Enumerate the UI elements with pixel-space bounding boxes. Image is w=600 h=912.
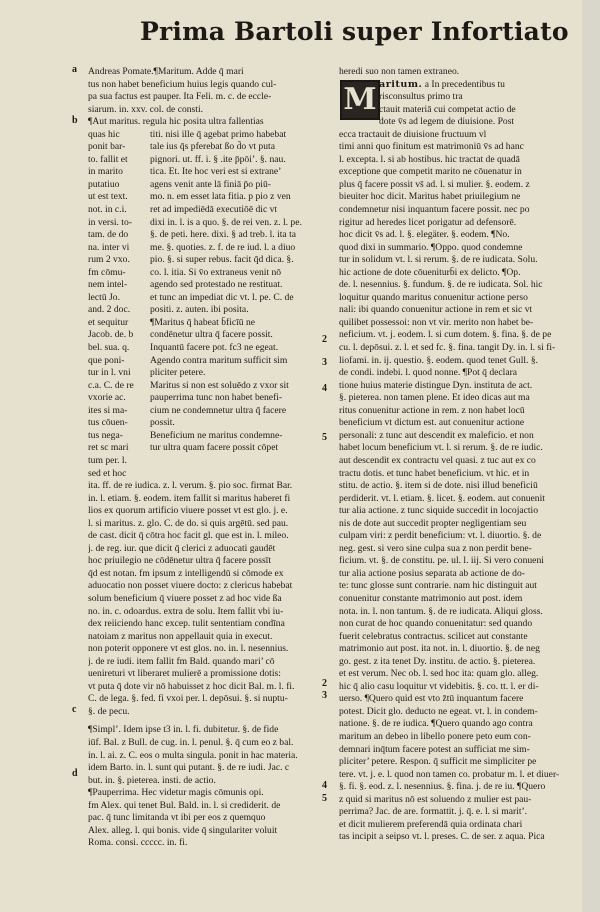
- text-line: ret sc mari: [88, 442, 129, 454]
- text-line: agendo sed protestado ne restituat.: [150, 279, 283, 291]
- text-line: j. de re iudi. item fallit fm Bald. quando mari’ cō: [88, 655, 275, 667]
- text-line: nem intel-: [88, 279, 128, 291]
- text-line: et sequitur: [88, 316, 129, 328]
- text-line: maritum an debeo in libello ponere peto eum con-: [339, 730, 531, 742]
- text-line: pac. q̄ tunc limitanda vt ibi per eos z quemquo: [88, 812, 266, 824]
- text-line: quas hic: [88, 128, 120, 140]
- text-line: in marito: [88, 166, 123, 178]
- text-line: z quid si maritus nō est soluendo z mulier est pau-: [339, 793, 532, 805]
- text-line: c.a. C. de re: [88, 379, 134, 391]
- text-line: vxorie ac.: [88, 392, 126, 404]
- text-line: neg. gest. si vero sine culpa sua z non perdit bene-: [339, 542, 532, 554]
- gloss-continuation: [88, 480, 332, 718]
- text-line: Jacob. de. b: [88, 329, 134, 341]
- text-line: me. §. quoties. z. f. de re iud. l. a diuo: [150, 241, 296, 253]
- text-line: titi. nisi ille q̄ agebat primo habebat: [150, 128, 287, 140]
- text-line: bieuiter hoc dicit. Maritus habet priuilegium ne: [339, 191, 521, 203]
- text-line: j. de reg. iur. que dicit q̄ clerici z aduocati gaudēt: [88, 542, 276, 554]
- text-line: Andreas Pomate.¶Maritum. Adde q̄ mari: [88, 66, 244, 77]
- text-line: natoiam z maritus non appellauit quia in execut.: [88, 630, 273, 642]
- text-line: [339, 79, 581, 92]
- text-line: lios ex quorum artificio viuere posset vt est glo. j. e.: [88, 505, 288, 517]
- text-line: ponit bar-: [88, 141, 126, 153]
- text-line: tractu dotis. et tunc habet beneficium. vt hic. et in: [339, 467, 530, 479]
- text-line: habet locum beneficium vt. l. si rerum. §. de re iudic.: [339, 442, 543, 454]
- text-line: matrimonio aut post. ita not. in. l. diuortio. §. de neg: [339, 643, 540, 655]
- additional-notes: [88, 724, 332, 849]
- text-line: mo. n. em esset lata fitia. p pio z ven: [150, 191, 291, 203]
- margin-number: 4: [322, 780, 327, 791]
- margin-number: 3: [322, 690, 327, 701]
- text-line: ut est text.: [88, 191, 128, 203]
- text-line: lectū Jo.: [88, 291, 120, 303]
- text-line: tur alia actione. z tunc siquide succedit in locojactio: [339, 505, 539, 517]
- text-line: fm cōmu-: [88, 266, 126, 278]
- text-line: tur in l. vni: [88, 367, 131, 379]
- text-line: but. in. §. pieterea. insti. de actio.: [88, 774, 216, 786]
- text-line: dex reiiciendo hanc excep. tulit sententiam condīna: [88, 618, 285, 630]
- margin-letter-b: b: [72, 115, 78, 126]
- text-line: in. l. ai. z. C. eos o multa singula. ponit in hac materia.: [88, 749, 298, 761]
- summary-line: possit.: [150, 417, 175, 429]
- text-line: vt puta q̄ dote vir nō habuisset z hoc dicit Bal. m. l. fi.: [88, 680, 295, 692]
- text-line: ritus conuenitur actione in rem. z non habet locū: [339, 404, 525, 416]
- text-line: tam. de do: [88, 229, 129, 241]
- text-line: loquitur quando maritus conuenitur actione perso: [339, 291, 528, 303]
- text-line: pignori. ut. ff. i. § .ite p̄pōi’. §. nau.: [150, 153, 286, 165]
- text-line: perdiderit. vt. l. etiam. §. licet. §. eodem. aut conuenit: [339, 492, 545, 504]
- text-line: pa sua factus est pauper. Ita Feli. m. c. de eccle-: [88, 91, 272, 103]
- text-line: agens venit ante lā finiā p̄o piū-: [150, 178, 271, 190]
- text-line: non curat de hoc quando conuenitatur: sed quando: [339, 618, 533, 630]
- summary-line: Inquantū facere pot. fc3 ne egeat.: [150, 342, 279, 354]
- text-line: tus cōuen-: [88, 417, 128, 429]
- text-line: q̄d est notan. fm ipsum z intelligendū si cōmode ex: [88, 567, 284, 579]
- text-line: siarum. in. xxv. col. de consti.: [88, 103, 204, 115]
- text-line: nis de dote aut succedit propter negligentiam seu: [339, 517, 527, 529]
- text-line: hoc dicit v̄s ad. l. §. elegäter. §. eodem. ¶No.: [339, 229, 510, 241]
- text-line: rigitur ad heredes licet porigatur ad defensorē.: [339, 216, 517, 228]
- text-line: l. excepta. l. si ab hostibus. hic tractat de quadā: [339, 153, 520, 165]
- summary-line: condēnetur ultra q̄ facere possit.: [150, 329, 273, 341]
- text-line: in versi. to-: [88, 216, 132, 228]
- text-span: risconsultus primo tra: [379, 91, 463, 103]
- text-line: aut descendit ex contractu vel quasi. z tuc aut ex co: [339, 454, 536, 466]
- text-line: ita. ff. de re iudica. z. l. verum. §. pio soc. firmat Bar.: [88, 480, 293, 492]
- margin-number: 5: [322, 793, 327, 804]
- text-line: sed et hoc: [88, 467, 127, 479]
- text-line: de. l. nesennius. §. fundum. §. de re iudicata. Sol. hic: [339, 279, 543, 291]
- text-line: tione huius materie distingue Dyn. instituta de act.: [339, 379, 533, 391]
- text-line: quod dixi in summario. ¶Oppo. quod condemne: [339, 241, 523, 253]
- text-line: [339, 104, 581, 117]
- margin-letter-a: a: [72, 64, 77, 75]
- text-line: timi anni quo finitum est matrimoniū v̄s ad hanc: [339, 141, 524, 153]
- opening-gloss: [88, 66, 332, 116]
- text-line: exceptione que competit marito ne cōuenatur in: [339, 166, 522, 178]
- text-line: ret ad impediēdā executiōē dic vt: [150, 204, 278, 216]
- text-line: putatiuo: [88, 178, 120, 190]
- text-line: nali: ibi quando conuenitur actione in rem et sic vt: [339, 304, 533, 316]
- text-line: perrima? Jac. de are. formattit. j. q̄. e. l. si marit’.: [339, 806, 528, 818]
- text-line: de condi. indebi. l. quod nonne. ¶Pot q̄ declara: [339, 367, 518, 379]
- gloss-block: [88, 129, 332, 480]
- text-line: hoc priuilegio ne cōdēnetur ultra q̄ facere possīt: [88, 555, 272, 567]
- summary-line: tur ultra quam facere possit cōpet: [150, 442, 279, 454]
- text-line: na. inter vi: [88, 241, 130, 253]
- text-line: neficium. vt. j. eodem. l. si cum dotem. §. fina. §. de pe: [339, 329, 552, 341]
- text-line: que poni-: [88, 354, 125, 366]
- summary-line: Maritus si non est soluēdo z vxor sit: [150, 379, 289, 391]
- lead-word: aritum.: [379, 78, 423, 90]
- text-line: bel. sua. q.: [88, 342, 130, 354]
- text-span: ctauit materiā cui competat actio de: [379, 103, 516, 115]
- text-line: in. l. etiam. §. eodem. item fallit si maritus haberet fi: [88, 492, 291, 504]
- text-line: et tunc an impediat dic vt. l. pe. C. de: [150, 291, 294, 303]
- text-line: natione. §. de re iudica. ¶Quero quando ago contra: [339, 718, 533, 730]
- text-line: co. l. itia. Si v̄o extraneus venit nō: [150, 266, 282, 278]
- text-line: hic q̄ alio casu loquitur vt videbitis. §. co. tt. l. er di-: [339, 680, 539, 692]
- gloss-wide-column: [150, 129, 332, 480]
- text-line: hic actione de dote cōueniturb̄i ex delicto. ¶Op.: [339, 266, 521, 278]
- text-line: tum per. l.: [88, 454, 127, 466]
- text-line: non poterit opponere vt est glos. no. in. l. nesennius.: [88, 643, 289, 655]
- text-line: §. pieterea. non tamen plene. Et ideo dicas aut ma: [339, 392, 530, 404]
- decorated-initial-letter: M: [343, 82, 377, 117]
- summary-line: Beneficium ne maritus condemne-: [150, 429, 283, 441]
- text-line: §. fi. §. eod. z. l. nesennius. §. fina. j. de re iu. ¶Quero: [339, 781, 546, 793]
- summary-line: Agendo contra maritum sufficit sim: [150, 354, 288, 366]
- text-line: conuenitur constante matrimonio aut post. idem: [339, 592, 523, 604]
- text-span: dote v̄s ad legem de diuisione. Post: [379, 116, 515, 128]
- right-column: [339, 66, 581, 898]
- running-head: Prima Bartoli super Infortiato: [140, 17, 569, 46]
- text-line: fuerit celebratus contractus. scilicet aut constante: [339, 630, 528, 642]
- text-line: pliciter’ petere. Respon. q̄ sufficit me simpliciter pe: [339, 756, 537, 768]
- text-line: Alex. alleg. l. qui bonis. vide q̄ singulariter voluit: [88, 824, 278, 836]
- text-line: iūf. Bal. z Bull. de cug. in. l. penul. §. q̄ cum eo z bal.: [88, 736, 294, 748]
- text-line: quilibet possessoi: non vt vir. merito non habet be-: [339, 316, 534, 328]
- text-line: personali: z tunc aut descendit ex maleficio. et non: [339, 429, 534, 441]
- margin-letter-c: c: [72, 704, 77, 715]
- left-column: [88, 66, 332, 898]
- margin-number: 3: [322, 357, 327, 368]
- text-line: rum 2 vxo.: [88, 254, 130, 266]
- text-line: condemnetur nisi inquantum facere possit. nec po: [339, 204, 530, 216]
- text-line: tur alia actione posius separata ab actione de do-: [339, 567, 525, 579]
- gloss-intro: ¶Aut maritus. regula hic posita ultra fallentias: [88, 116, 264, 128]
- text-line: ¶Simpl’. Idem ipse t3 in. l. fi. dubitetur. §. de fide: [88, 724, 279, 736]
- text-line: Roma. consi. ccccc. in. fi.: [88, 837, 188, 849]
- margin-number: 5: [322, 432, 327, 443]
- text-line: liofami. in. ij. questio. §. eodem. quod tenet Gull. §.: [339, 354, 539, 366]
- text-line: and. 2 doc.: [88, 304, 131, 316]
- text-line: C. de lega. §. fed. fi vxoi per. l. depōsui. §. si nuptu-: [88, 693, 288, 705]
- text-line: ites si ma-: [88, 404, 128, 416]
- text-line: pio. §. si super rebus. facit q̄d dica. §.: [150, 254, 294, 266]
- summary-line: pliciter petere.: [150, 367, 206, 379]
- text-line: plus q̄ facere possit vs̄ ad. l. si mulier. §. eodem. z: [339, 178, 530, 190]
- text-line: idem Barto. in. l. sunt qui putant. §. de re iudi. Jac. c: [88, 762, 290, 774]
- text-line: beneficium vt dictum est. aut conuenitur actione: [339, 417, 525, 429]
- margin-number: 4: [322, 383, 327, 394]
- text-line: no. in. c. odoardus. extra de solu. Item fallit vbi iu-: [88, 605, 284, 617]
- margin-number: 2: [322, 678, 327, 689]
- text-line: uerso. ¶Quero quid est vto z̄tū inquantum facere: [339, 693, 524, 705]
- text-line: go. gest. z ita tenet Dy. institu. de actio. §. pieterea.: [339, 655, 536, 667]
- text-line: to. fallit et: [88, 153, 128, 165]
- text-line: uenireturi vt liberaret mulierē a promissione dotis:: [88, 668, 281, 680]
- text-line: dixi in. l. is a quo. §. de rei ven. z. l. pe.: [150, 216, 302, 228]
- text-line: tus non habet beneficium huius legis quando cul-: [88, 78, 277, 90]
- text-line: heredi suo non tamen extraneo.: [339, 66, 460, 77]
- text-line: ficium. vt. §. de constitu. pe. ul. l. iij. Si vero conueni: [339, 555, 544, 567]
- text-line: fm Alex. qui tenet Bul. Bald. in. l. si crediderit. de: [88, 799, 281, 811]
- text-line: ecca tractauit de diuisione fructuum vl: [339, 128, 487, 140]
- text-line: [339, 116, 581, 129]
- summary-line: cium ne condemnetur ultra q̄ facere: [150, 404, 287, 416]
- text-line: demnari inq̄tum facere potest an sufficiat me sim-: [339, 743, 530, 755]
- text-line: nota. in. l. non tantum. §. de re iudicata. Aliqui gloss.: [339, 605, 543, 617]
- summary-line: ¶Maritus q̄ habeat b̄ficīū ne: [150, 316, 256, 328]
- text-line: potest. Dicit glo. deducto ne egeat. vt. l. in condem-: [339, 705, 538, 717]
- text-line: not. in c.i.: [88, 204, 127, 216]
- text-line: cu. l. depōsui. z. l. et sed fc. §. fina. tangit Dy. in. l. si fi-: [339, 342, 556, 354]
- text-line: ¶Pauperrima. Hec videtur magis cōmunis opi.: [88, 787, 264, 799]
- text-line: §. de peti. here. dixi. § ad treb. l. ita ta: [150, 229, 296, 241]
- margin-letter-d: d: [72, 768, 78, 779]
- text-line: solum beneficium q̄ viuere posset z ad hoc vide ßa: [88, 592, 282, 604]
- text-line: culpam viri: z perdit beneficium: vt. l. diuortio. §. de: [339, 530, 542, 542]
- text-line: et est verum. Nec ob. l. sed hoc ita: quam glo. alleg.: [339, 668, 539, 680]
- text-line: positi. z. auten. ibi posita.: [150, 304, 249, 316]
- text-line: et dicit mulierem preferendā quia ordinata chari: [339, 818, 523, 830]
- text-span: a In precedentibus tu: [424, 78, 505, 90]
- margin-number: 2: [322, 334, 327, 345]
- text-line: §. de pecu.: [88, 705, 130, 717]
- text-line: [339, 91, 581, 104]
- text-line: aduocatio non posset viuere docto: z clericus habebat: [88, 580, 293, 592]
- text-line: stitu. de actio. §. item si de dote. nisi illud beneficiū: [339, 480, 538, 492]
- text-line: tale ius q̄s pferebat ßo d̄o vt puta: [150, 141, 275, 153]
- summary-line: pauperrima tunc non habet benefi-: [150, 392, 283, 404]
- scan-background: [582, 0, 600, 912]
- text-line: te: tunc glosse sunt contrarie. nam hic distinguit aut: [339, 580, 537, 592]
- gloss-narrow-column: [88, 129, 150, 480]
- text-line: tas incipit a seipso vt. l. preses. C. de ser. z aqua. Pica: [339, 831, 545, 843]
- text-line: l. si maritus. z. glo. C. de do. si quis argētū. sed pau.: [88, 517, 289, 529]
- text-line: tus nega-: [88, 429, 123, 441]
- text-line: tere. vt. j. e. l. quod non tamen co. probatur m. l. et diuer-: [339, 768, 560, 780]
- text-line: de cast. dicit q̄ cōtra hoc facit gl. que est in. l. mileo.: [88, 530, 289, 542]
- text-line: tur in solidum vt. l. si rerum. §. de re iudicata. Solu.: [339, 254, 538, 266]
- text-line: tica. Et. Ite hoc veri est si extrane’: [150, 166, 282, 178]
